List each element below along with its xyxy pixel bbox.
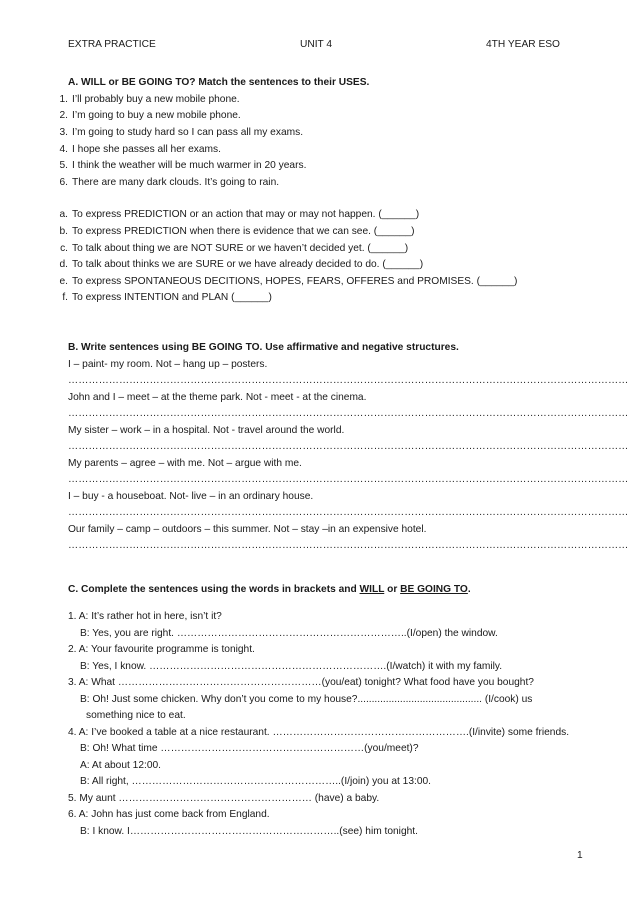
- use-item: e. To express SPONTANEOUS DECITIONS, HOPES, FEARS, OFFERES and PROMISES. (______): [59, 276, 518, 287]
- prompt-line: I – buy - a houseboat. Not- live – in an ordinary house.: [68, 491, 314, 502]
- exercise-line: B: All right, ……………………………………………………..(I/join) you at 13:00.: [80, 776, 431, 787]
- list-item: 3. I’m going to study hard so I can pass all my exams.: [59, 127, 304, 138]
- exercise-line: B: Oh! Just some chicken. Why don’t you come to my house?............................................ (I/cook) us: [80, 694, 533, 705]
- answer-line[interactable]: …………………………………………………………………………………………………………………………………………………: [68, 507, 629, 518]
- list-item: 5. I think the weather will be much warmer in 20 years.: [59, 160, 307, 171]
- section-b-title: B. Write sentences using BE GOING TO. Use affirmative and negative structures.: [68, 342, 459, 353]
- exercise-line: B: Yes, you are right. …………………………………………………………..(I/open) the window.: [80, 628, 498, 639]
- exercise-line: B: I know. I……………………………………………………..(see) him tonight.: [80, 826, 418, 837]
- list-item: 6. There are many dark clouds. It’s going to rain.: [59, 177, 280, 188]
- exercise-line: 5. My aunt ………………………………………………… (have) a baby.: [68, 793, 380, 804]
- prompt-line: My sister – work – in a hospital. Not - travel around the world.: [68, 425, 345, 436]
- use-item: f. To express INTENTION and PLAN (______): [62, 292, 272, 303]
- exercise-line: A: At about 12:00.: [80, 760, 161, 771]
- list-item: 1. I’ll probably buy a new mobile phone.: [59, 94, 240, 105]
- prompt-line: John and I – meet – at the theme park. Not - meet - at the cinema.: [68, 392, 367, 403]
- exercise-line: 2. A: Your favourite programme is tonight.: [68, 644, 255, 655]
- use-item: c. To talk about thing we are NOT SURE or we haven’t decided yet. (______): [60, 243, 409, 254]
- list-item: 4. I hope she passes all her exams.: [59, 144, 221, 155]
- answer-line[interactable]: …………………………………………………………………………………………………………………………………………………: [68, 408, 629, 419]
- header-left: EXTRA PRACTICE: [68, 39, 156, 50]
- exercise-line: B: Yes, I know. …………………………………………………………….(I/watch) it with my family.: [80, 661, 503, 672]
- use-item: a. To express PREDICTION or an action that may or may not happen. (______): [59, 209, 420, 220]
- exercise-line: something nice to eat.: [86, 710, 186, 721]
- exercise-line: B: Oh! What time ……………………………………………………(you/meet)?: [80, 743, 419, 754]
- use-item: b. To express PREDICTION when there is evidence that we can see. (______): [59, 226, 415, 237]
- prompt-line: Our family – camp – outdoors – this summer. Not – stay –in an expensive hotel.: [68, 524, 427, 535]
- use-item: d. To talk about thinks we are SURE or we have already decided to do. (______): [59, 259, 424, 270]
- prompt-line: My parents – agree – with me. Not – argue with me.: [68, 458, 302, 469]
- answer-line[interactable]: …………………………………………………………………………………………………………………………………………………: [68, 474, 629, 485]
- answer-line[interactable]: …………………………………………………………………………………………………………………………………………………: [68, 540, 629, 551]
- section-c-title: C. Complete the sentences using the words in brackets and WILL or BE GOING TO.: [68, 584, 471, 595]
- answer-line[interactable]: …………………………………………………………………………………………………………………………………………………: [68, 441, 629, 452]
- page-number: 1: [577, 850, 583, 861]
- answer-line[interactable]: …………………………………………………………………………………………………………………………………………………: [68, 375, 629, 386]
- header-right: 4TH YEAR ESO: [486, 39, 560, 50]
- prompt-line: I – paint- my room. Not – hang up – posters.: [68, 359, 268, 370]
- header-center: UNIT 4: [300, 39, 333, 50]
- section-a-title: A. WILL or BE GOING TO? Match the sentences to their USES.: [68, 77, 370, 88]
- exercise-line: 6. A: John has just come back from England.: [68, 809, 270, 820]
- exercise-line: 4. A: I’ve booked a table at a nice restaurant. ………………………………………………….(I/invite) some friends.: [68, 727, 570, 738]
- exercise-line: 1. A: It’s rather hot in here, isn’t it?: [68, 611, 222, 622]
- list-item: 2. I’m going to buy a new mobile phone.: [59, 110, 241, 121]
- exercise-line: 3. A: What ……………………………………………………(you/eat) tonight? What food have you bought?: [68, 677, 534, 688]
